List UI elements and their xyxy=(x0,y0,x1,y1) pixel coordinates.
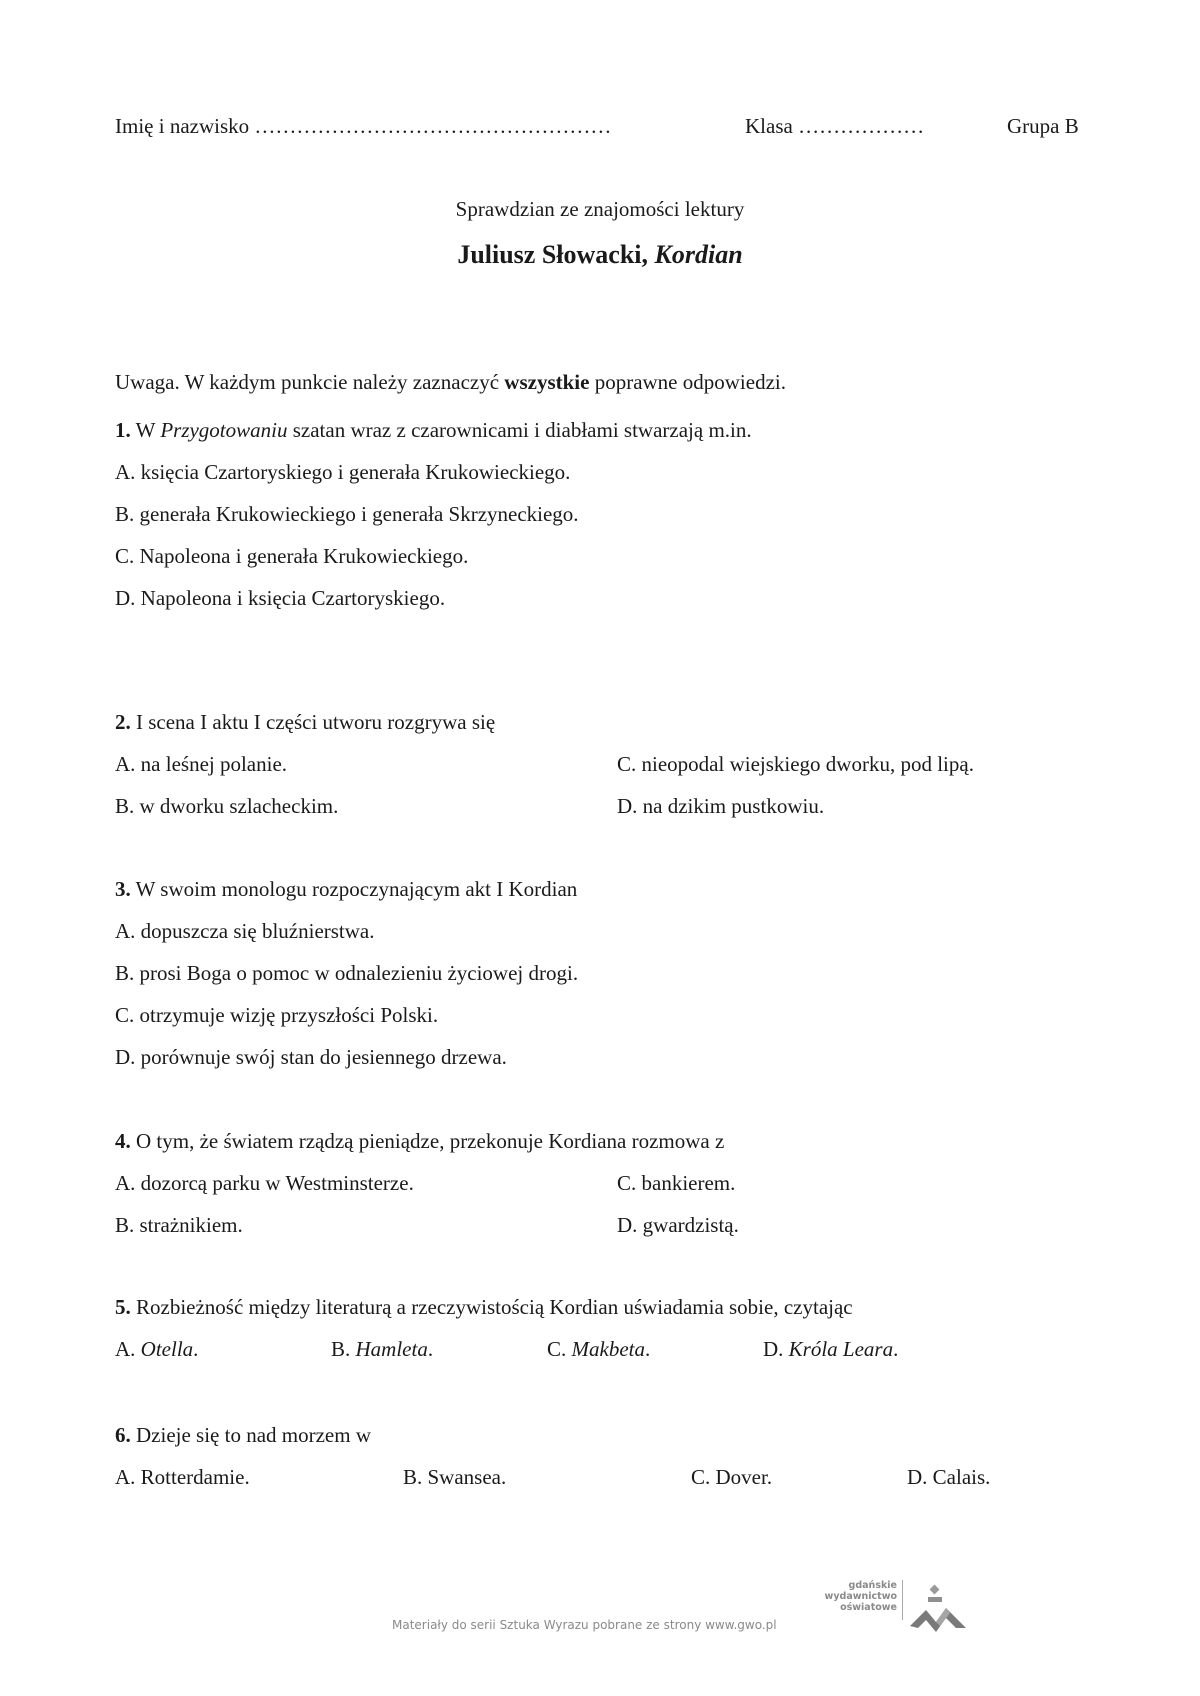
answer-row xyxy=(115,1334,1075,1376)
answer-option[interactable]: B. strażnikiem. xyxy=(115,1213,243,1237)
title-work: Kordian xyxy=(654,240,743,269)
test-title xyxy=(0,240,1200,270)
question-6-stem xyxy=(115,1420,1075,1462)
question-number: 2. xyxy=(115,710,131,734)
answer-option[interactable]: C. Dover. xyxy=(691,1465,773,1489)
publisher-line: oświatowe xyxy=(840,1602,897,1613)
option-title: Otella xyxy=(140,1337,194,1361)
answer-option[interactable]: A. dopuszcza się bluźnierstwa. xyxy=(115,919,375,943)
answer-option[interactable]: B. generała Krukowieckiego i generała Skrzyneckiego. xyxy=(115,502,579,526)
question-text: I scena I aktu I części utworu rozgrywa się xyxy=(130,710,496,734)
publisher-line: gdańskie xyxy=(848,1580,897,1591)
answer-option[interactable]: D. na dzikim pustkowiu. xyxy=(617,794,825,818)
answer-row xyxy=(115,1210,1075,1252)
instruction-after: poprawne odpowiedzi. xyxy=(589,370,786,394)
footer-note: Materiały do serii Sztuka Wyrazu pobrane ze strony www.gwo.pl xyxy=(392,1618,777,1632)
answer-option[interactable]: C. Napoleona i generała Krukowieckiego. xyxy=(115,544,469,568)
answer-row xyxy=(115,791,1075,833)
gwo-logo-icon xyxy=(906,1582,970,1646)
answer-option[interactable]: A. Rotterdamie. xyxy=(115,1465,250,1489)
option-dot: . xyxy=(893,1337,899,1361)
option-title: Makbeta xyxy=(571,1337,645,1361)
option-letter: D. xyxy=(763,1337,789,1361)
option-dot: . xyxy=(427,1337,434,1361)
publisher-line: wydawnictwo xyxy=(824,1591,897,1602)
option-letter: C. xyxy=(547,1337,572,1361)
answer-option[interactable]: C. bankierem. xyxy=(617,1171,736,1195)
option-dot: . xyxy=(193,1337,199,1361)
answer-option[interactable]: B. prosi Boga o pomoc w odnalezieniu życiowej drogi. xyxy=(115,961,579,985)
question-5-stem xyxy=(115,1292,1075,1334)
group-label: Grupa B xyxy=(1007,114,1079,138)
answer-row xyxy=(115,1168,1075,1210)
question-text-italic: Przygotowaniu xyxy=(160,418,288,442)
question-3 xyxy=(115,874,1075,1084)
answer-option[interactable]: B. w dworku szlacheckim. xyxy=(115,794,339,818)
question-number: 1. xyxy=(115,418,131,442)
answer-option[interactable]: C. otrzymuje wizję przyszłości Polski. xyxy=(115,1003,439,1027)
question-text: Rozbieżność między literaturą a rzeczywistością Kordian uświadamia sobie, czytając xyxy=(130,1295,853,1319)
class-field-label: Klasa ……………… xyxy=(745,114,925,138)
option-title: Hamleta xyxy=(355,1337,428,1361)
question-number: 3. xyxy=(115,877,131,901)
question-text: W swoim monologu rozpoczynającym akt I Kordian xyxy=(130,877,578,901)
answer-row xyxy=(115,1462,1075,1504)
answer-option[interactable]: D. Calais. xyxy=(907,1465,991,1489)
question-1 xyxy=(115,415,1075,625)
instruction-bold: wszystkie xyxy=(504,370,590,394)
question-4 xyxy=(115,1126,1075,1252)
answer-option[interactable]: B. Swansea. xyxy=(403,1465,507,1489)
answer-row xyxy=(115,749,1075,791)
question-2 xyxy=(115,707,1075,833)
instruction-before: Uwaga. W każdym punkcie należy zaznaczyć xyxy=(115,370,505,394)
option-letter: B. xyxy=(331,1337,356,1361)
option-title: Króla Leara xyxy=(788,1337,894,1361)
option-letter: A. xyxy=(115,1337,141,1361)
question-text: Dzieje się to nad morzem w xyxy=(130,1423,371,1447)
title-author: Juliusz Słowacki, xyxy=(457,240,655,269)
answer-option[interactable]: A. dozorcą parku w Westminsterze. xyxy=(115,1171,414,1195)
answer-option[interactable] xyxy=(547,1334,650,1364)
answer-option[interactable]: C. nieopodal wiejskiego dworku, pod lipą. xyxy=(617,752,974,776)
instruction-text xyxy=(115,370,786,395)
publisher-name xyxy=(822,1580,897,1613)
student-header xyxy=(115,114,1095,144)
question-number: 6. xyxy=(115,1423,131,1447)
question-2-stem xyxy=(115,707,1075,749)
question-text: szatan wraz z czarownicami i diabłami stwarzają m.in. xyxy=(287,418,752,442)
question-6 xyxy=(115,1420,1075,1504)
answer-option[interactable]: A. księcia Czartoryskiego i generała Krukowieckiego. xyxy=(115,460,571,484)
name-field-label: Imię i nazwisko …………………………………………… xyxy=(115,114,612,138)
question-4-stem xyxy=(115,1126,1075,1168)
answer-option[interactable]: D. gwardzistą. xyxy=(617,1213,739,1237)
logo-divider xyxy=(902,1580,903,1620)
question-5 xyxy=(115,1292,1075,1376)
option-dot: . xyxy=(645,1337,651,1361)
question-number: 5. xyxy=(115,1295,131,1319)
answer-option[interactable]: D. Napoleona i księcia Czartoryskiego. xyxy=(115,586,446,610)
question-text: O tym, że światem rządzą pieniądze, przekonuje Kordiana rozmowa z xyxy=(130,1129,725,1153)
question-text: W xyxy=(130,418,161,442)
answer-option[interactable]: A. na leśnej polanie. xyxy=(115,752,288,776)
question-number: 4. xyxy=(115,1129,131,1153)
question-1-stem xyxy=(115,415,1075,457)
answer-option[interactable] xyxy=(763,1334,898,1364)
answer-option[interactable] xyxy=(331,1334,433,1364)
question-3-stem xyxy=(115,874,1075,916)
answer-option[interactable] xyxy=(115,1334,198,1364)
answer-option[interactable]: D. porównuje swój stan do jesiennego drzewa. xyxy=(115,1045,507,1069)
test-subtitle: Sprawdzian ze znajomości lektury xyxy=(455,197,745,221)
